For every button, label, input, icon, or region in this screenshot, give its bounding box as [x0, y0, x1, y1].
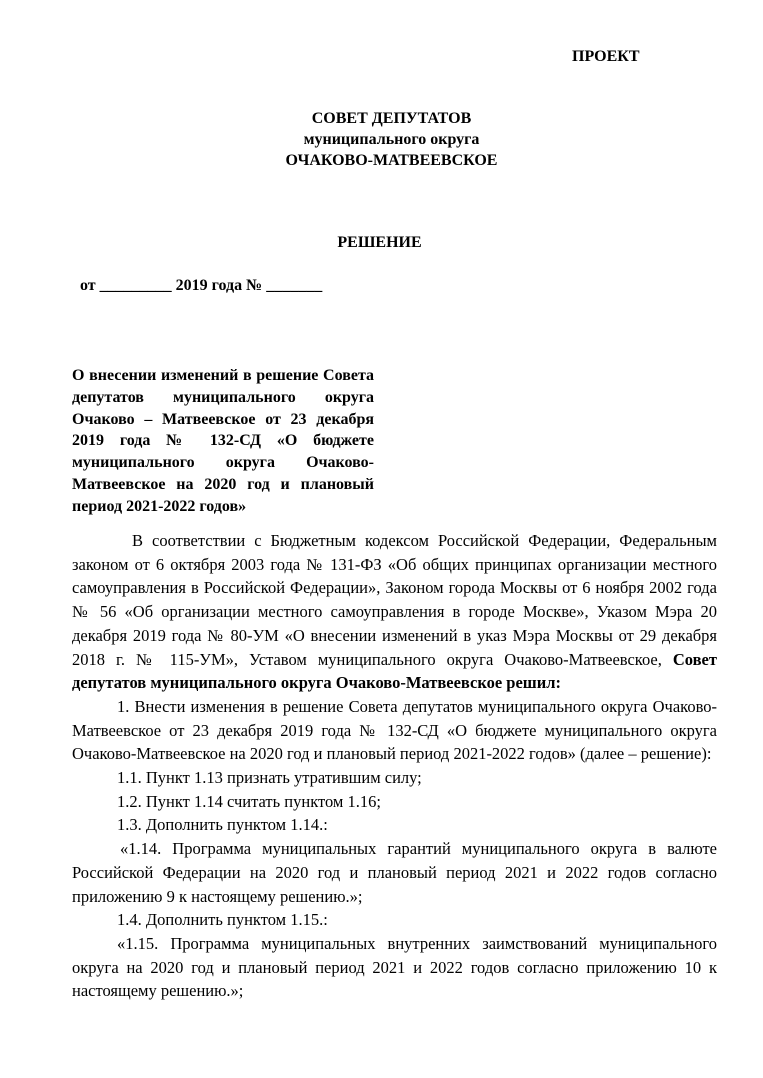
item-1-1: 1.1. Пункт 1.13 признать утратившим силу;: [117, 768, 422, 788]
decision-title: О внесении изменений в решение Совета депутатов муниципального округа Очаково – Матвеевское от 23 декабря 2019 года № 132-СД «О бюджете муниципального округа Очаково-Матвеевское на 2020 год и плановый период 2021-2022 годов»: [72, 367, 374, 515]
quote-1-14: «1.14. Программа муниципальных гарантий муниципального округа в валюте Российской Федерации на 2020 год и плановый период 2021 и 2022 годов согласно приложению 9 к настоящему решению.»;: [72, 839, 717, 906]
preamble-text: В соответствии с Бюджетным кодексом Российской Федерации, Федеральным законом от 6 октября 2003 года № 131-ФЗ «Об общих принципах организации местного самоуправления в Российской Федерации», Законом города Москвы от 6 ноября 2002 года № 56 «Об организации местного самоуправления в городе Москве», Указом Мэра 20 декабря 2019 года № 80-УМ «О внесении изменений в указ Мэра Москвы от 29 декабря 2018 г. № 115-УМ», Уставом муниципального округа Очаково-Матвеевское,: [72, 531, 717, 669]
item-1-3: 1.3. Дополнить пунктом 1.14.:: [117, 815, 328, 835]
district-name: ОЧАКОВО-МАТВЕЕВСКОЕ: [285, 152, 498, 169]
project-label: ПРОЕКТ: [572, 48, 640, 65]
preamble-resolution: Совет депутатов муниципального округа Очаково-Матвеевское решил:: [72, 649, 717, 693]
preamble: [72, 529, 717, 695]
item-1-4: 1.4. Дополнить пунктом 1.15.:: [117, 910, 328, 930]
decision-body: [72, 529, 717, 1003]
council-heading: СОВЕТ ДЕПУТАТОВ: [311, 110, 472, 127]
date-line: от _________ 2019 года № _______: [80, 277, 323, 294]
document-type: РЕШЕНИЕ: [337, 234, 422, 251]
district-type: муниципального округа: [303, 131, 480, 148]
item-1-2: 1.2. Пункт 1.14 считать пунктом 1.16;: [117, 791, 381, 811]
item-1: 1. Внести изменения в решение Совета депутатов муниципального округа Очаково-Матвеевское от 23 декабря 2019 года № 132-СД «О бюджете муниципального округа Очаково-Матвеевское на 2020 год и плановый период 2021-2022 годов» (далее – решение):: [72, 696, 717, 764]
quote-1-15: «1.15. Программа муниципальных внутренних заимствований муниципального округа на 2020 год и плановый период 2021 и 2022 годов согласно приложению 10 к настоящему решению.»;: [72, 933, 717, 1001]
